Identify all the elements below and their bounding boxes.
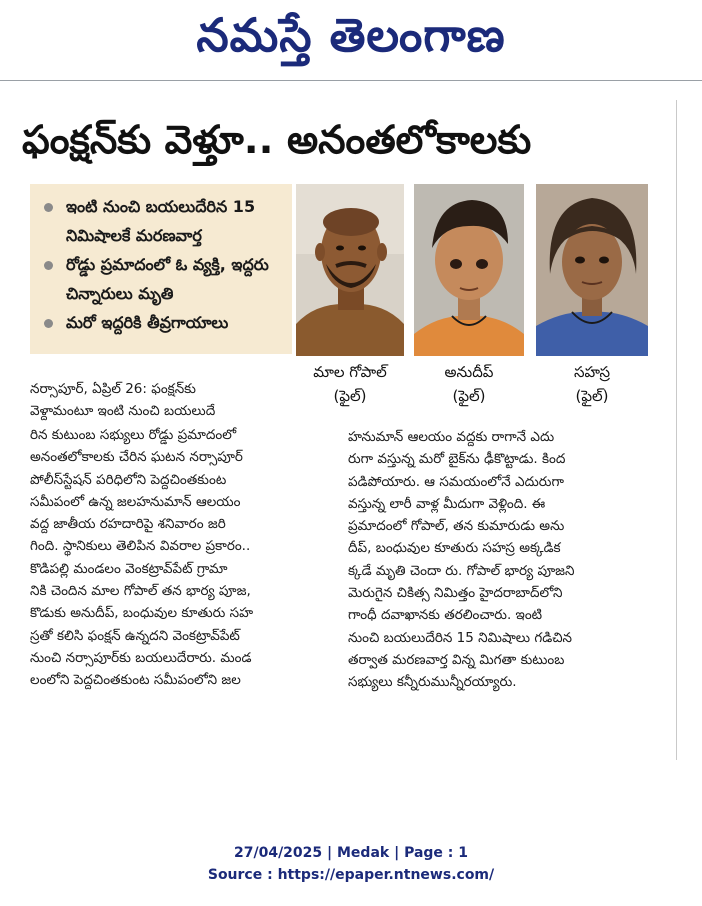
- article-column-1-top: [30, 378, 282, 423]
- caption-name: సహస్ర: [573, 363, 611, 381]
- bullet-icon: [44, 319, 53, 328]
- article-line: హనుమాన్ ఆలయం వద్దకు రాగానే ఎదు: [348, 429, 555, 445]
- highlight-item: [40, 192, 288, 250]
- article-line: అనంతలోకాలకు చేరిన ఘటన నర్సాపూర్: [30, 449, 243, 466]
- article-line: నుంచి బయలుదేరిన 15 నిమిషాలు గడిచిన: [348, 629, 573, 646]
- article-line: రుగా వస్తున్న మరో బైక్‌ను ఢీకొట్టాడు. కింద: [348, 451, 566, 468]
- article-line: లంలోని పెద్దచింతకుంట సమీపంలోని జల: [30, 672, 241, 689]
- article-line: ప్రమాదంలో గోపాల్, తన కుమారుడు అను: [348, 518, 565, 535]
- photo-sahasra: [536, 184, 648, 356]
- caption-gopal: [292, 360, 408, 408]
- highlight-item: [40, 250, 288, 308]
- article-line: గాంధీ దవాఖానకు తరలించారు. ఇంటి: [348, 607, 543, 624]
- article-line: కొడిపల్లి మండలం వెంకట్రావ్‌పేట్ గ్రామా: [30, 560, 228, 577]
- highlight-text: రోడ్డు ప్రమాదంలో ఓ వ్యక్తి, ఇద్దరు చిన్నారులు మృతి: [66, 255, 269, 303]
- bullet-icon: [44, 203, 53, 212]
- article-line: పడిపోయారు. ఆ సమయంలోనే ఎదురుగా: [348, 473, 564, 490]
- masthead-divider: [0, 80, 702, 81]
- article-line: వెళ్దామంటూ ఇంటి నుంచి బయలుదే: [30, 403, 216, 420]
- article-column-2: [348, 426, 648, 694]
- article-line: దీప్, బంధువుల కూతురు సహస్ర అక్కడిక: [348, 540, 561, 557]
- article-line: నర్సాపూర్, ఏప్రిల్ 26: ఫంక్షన్‌కు: [30, 381, 196, 397]
- article-line: గింది. స్థానికులు తెలిపిన వివరాల ప్రకారం..: [30, 538, 251, 555]
- photo-gopal: [296, 184, 404, 356]
- photo-anudeep: [414, 184, 524, 356]
- article-line: స్రతో కలిసి ఫంక్షన్ ఉన్నదని వెంకట్రావ్‌పేట్: [30, 627, 240, 644]
- caption-note: (ఫైల్): [333, 387, 367, 405]
- article-line: వస్తున్న లారీ వాళ్ల మీదుగా వెళ్లింది. ఈ: [348, 495, 546, 512]
- article-line: క్కడే మృతి చెందా రు. గోపాల్ భార్య పూజని: [348, 562, 575, 579]
- highlight-text: ఇంటి నుంచి బయలుదేరిన 15 నిమిషాలకే మరణవార్త: [66, 197, 256, 245]
- masthead-logo: నమస్తే తెలంగాణ: [196, 8, 506, 62]
- article-line: రిన కుటుంబ సభ్యులు రోడ్డు ప్రమాదంలో: [30, 427, 237, 443]
- article-line: మెరుగైన చికిత్స నిమిత్తం హైదరాబాద్‌లోని: [348, 585, 563, 602]
- article-column-1: [30, 424, 330, 692]
- headline: ఫంక్షన్‌కు వెళ్తూ.. అనంతలోకాలకు: [22, 118, 532, 163]
- article-line: నుంచి నర్సాపూర్‌కు బయలుదేరారు. మండ: [30, 649, 252, 666]
- article-line: సభ్యులు కన్నీరుమున్నీరయ్యారు.: [348, 674, 517, 691]
- column-divider: [676, 100, 677, 760]
- footer-source: Source : https://epaper.ntnews.com/: [207, 867, 495, 883]
- article-line: వద్ద జాతీయ రహదారిపై శనివారం జరి: [30, 516, 226, 533]
- caption-name: అనుదీప్: [444, 363, 494, 381]
- article-line: తర్వాత మరణవార్త విన్న మిగతా కుటుంబ: [348, 651, 565, 668]
- caption-name: మాల గోపాల్: [313, 363, 387, 381]
- caption-note: (ఫైల్): [452, 387, 486, 405]
- footer-date-edition: 27/04/2025 | Medak | Page : 1: [233, 845, 469, 861]
- caption-sahasra: [534, 360, 650, 408]
- caption-note: (ఫైల్): [575, 387, 609, 405]
- caption-anudeep: [412, 360, 526, 408]
- article-line: కొడుకు అనుదీప్, బంధువుల కూతురు సహ: [30, 605, 254, 622]
- highlights-box: [30, 184, 292, 354]
- article-line: నికి చెందిన మాల గోపాల్ తన భార్య పూజ,: [30, 583, 251, 600]
- highlight-text: మరో ఇద్దరికి తీవ్రగాయాలు: [66, 313, 229, 332]
- bullet-icon: [44, 261, 53, 270]
- highlight-item: [40, 308, 288, 337]
- article-line: పోలీస్‌స్టేషన్ పరిధిలోని పెద్దచింతకుంట: [30, 471, 227, 488]
- article-line: సమీపంలో ఉన్న జలహనుమాన్ ఆలయం: [30, 493, 241, 510]
